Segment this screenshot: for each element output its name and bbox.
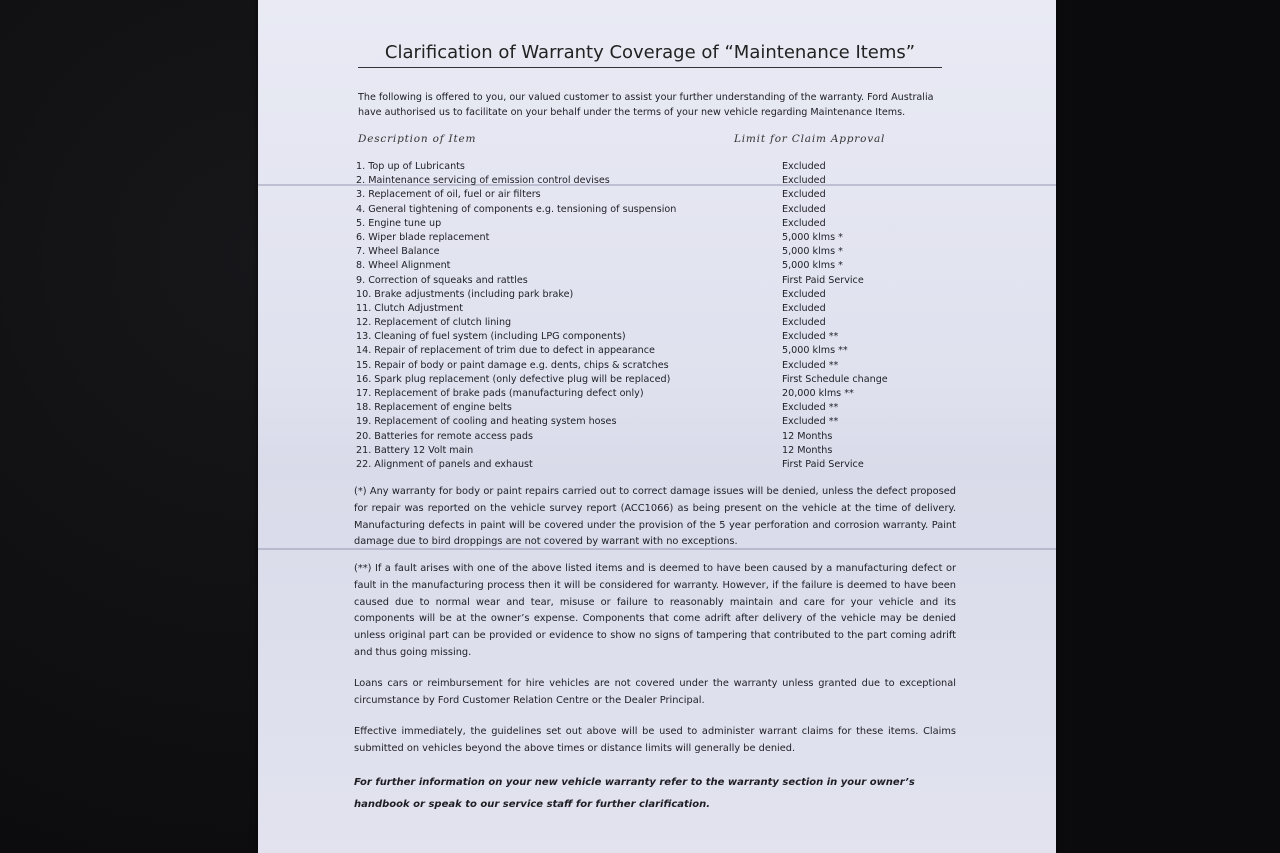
item-description: 6. Wiper blade replacement bbox=[356, 231, 490, 243]
list-item bbox=[356, 415, 976, 429]
list-item bbox=[356, 316, 976, 330]
note-single-star: (*) Any warranty for body or paint repairs carried out to correct damage issues will be denied, unless the defect proposed for repair was reported on the vehicle survey report (ACC1066) as being present on the vehicle at the time of delivery. Manufacturing defects in paint will be covered under the provision of the 5 year perforation and corrosion warranty. Paint damage due to bird droppings are not covered by warrant with no exceptions. bbox=[354, 486, 956, 548]
list-item bbox=[356, 203, 976, 217]
item-limit: Excluded bbox=[782, 317, 826, 329]
item-limit: 5,000 klms * bbox=[782, 260, 843, 272]
column-header-limit: Limit for Claim Approval bbox=[734, 133, 886, 145]
item-description: 4. General tightening of components e.g. tensioning of suspension bbox=[356, 203, 677, 215]
list-item bbox=[356, 330, 976, 344]
list-item bbox=[356, 160, 976, 174]
item-description: 11. Clutch Adjustment bbox=[356, 302, 463, 314]
list-item bbox=[356, 231, 976, 245]
list-item bbox=[356, 373, 976, 387]
item-limit: 20,000 klms ** bbox=[782, 388, 854, 399]
list-item bbox=[356, 344, 976, 358]
item-description: 18. Replacement of engine belts bbox=[356, 402, 512, 414]
item-limit: 12 Months bbox=[782, 444, 833, 456]
list-item bbox=[356, 401, 976, 415]
column-header-description: Description of Item bbox=[358, 133, 477, 145]
item-description: 8. Wheel Alignment bbox=[356, 260, 451, 272]
list-item bbox=[356, 274, 976, 288]
item-limit: Excluded bbox=[782, 189, 826, 201]
further-info-paragraph: For further information on your new vehicle warranty refer to the warranty section in your owner’s handbook or speak to our service staff for further clarification. bbox=[354, 777, 915, 810]
item-limit: 12 Months bbox=[782, 430, 833, 442]
intro-paragraph: The following is offered to you, our valued customer to assist your further understanding of the warranty. Ford Australia have authorised us to facilitate on your behalf under the terms of your new vehicle regarding Maintenance Items. bbox=[358, 92, 934, 118]
document-title: Clarification of Warranty Coverage of “Maintenance Items” bbox=[358, 42, 942, 68]
item-limit: 5,000 klms * bbox=[782, 246, 843, 258]
item-description: 10. Brake adjustments (including park brake) bbox=[356, 288, 574, 300]
list-item bbox=[356, 245, 976, 259]
item-description: 20. Batteries for remote access pads bbox=[356, 430, 533, 442]
item-description: 5. Engine tune up bbox=[356, 217, 442, 229]
list-item bbox=[356, 188, 976, 202]
item-description: 21. Battery 12 Volt main bbox=[356, 444, 474, 456]
item-limit: Excluded bbox=[782, 288, 826, 300]
list-item bbox=[356, 458, 976, 472]
item-description: 3. Replacement of oil, fuel or air filters bbox=[356, 189, 541, 201]
item-limit: 5,000 klms ** bbox=[782, 345, 848, 357]
list-item bbox=[356, 387, 976, 401]
item-description: 12. Replacement of clutch lining bbox=[356, 317, 512, 329]
list-item bbox=[356, 217, 976, 231]
effective-paragraph: Effective immediately, the guidelines set out above will be used to administer warrant claims for these items. Claims submitted on vehicles beyond the above times or distance limits will generally be denied. bbox=[354, 726, 956, 754]
maintenance-items-list bbox=[356, 160, 976, 472]
item-description: 1. Top up of Lubricants bbox=[356, 161, 465, 172]
item-description: 7. Wheel Balance bbox=[356, 246, 440, 258]
list-item bbox=[356, 302, 976, 316]
list-item bbox=[356, 174, 976, 188]
item-description: 17. Replacement of brake pads (manufacturing defect only) bbox=[356, 388, 644, 399]
item-limit: Excluded bbox=[782, 203, 826, 215]
item-limit: Excluded bbox=[782, 302, 826, 314]
list-item bbox=[356, 430, 976, 444]
list-item bbox=[356, 359, 976, 373]
item-limit: Excluded bbox=[782, 217, 826, 229]
list-item bbox=[356, 259, 976, 273]
warranty-document bbox=[258, 0, 1056, 853]
item-description: 14. Repair of replacement of trim due to defect in appearance bbox=[356, 345, 655, 357]
item-description: 19. Replacement of cooling and heating system hoses bbox=[356, 416, 617, 428]
item-description: 16. Spark plug replacement (only defective plug will be replaced) bbox=[356, 373, 671, 385]
item-limit: Excluded ** bbox=[782, 416, 839, 428]
item-limit: 5,000 klms * bbox=[782, 231, 843, 243]
item-description: 13. Cleaning of fuel system (including LPG components) bbox=[356, 331, 626, 343]
item-limit: Excluded ** bbox=[782, 402, 839, 414]
list-item bbox=[356, 444, 976, 458]
item-limit: Excluded bbox=[782, 161, 826, 172]
item-limit: First Paid Service bbox=[782, 274, 864, 286]
note-double-star: (**) If a fault arises with one of the above listed items and is deemed to have been caused by a manufacturing defect or fault in the manufacturing process then it will be considered for warranty. However, if the failure is deemed to have been caused due to normal wear and tear, misuse or failure to reasonably maintain and care for your vehicle and its components will be at the owner’s expense. Components that come adrift after delivery of the vehicle may be denied unless original part can be provided or evidence to show no signs of tampering that contributed to the part coming adrift and thus going missing. bbox=[354, 563, 956, 658]
loan-cars-paragraph: Loans cars or reimbursement for hire vehicles are not covered under the warranty unless granted due to exceptional circumstance by Ford Customer Relation Centre or the Dealer Principal. bbox=[354, 678, 956, 706]
item-description: 15. Repair of body or paint damage e.g. dents, chips & scratches bbox=[356, 359, 669, 371]
list-item bbox=[356, 288, 976, 302]
item-limit: Excluded ** bbox=[782, 359, 839, 371]
item-description: 9. Correction of squeaks and rattles bbox=[356, 274, 528, 286]
item-limit: Excluded bbox=[782, 175, 826, 187]
item-description: 2. Maintenance servicing of emission control devises bbox=[356, 175, 610, 187]
item-description: 22. Alignment of panels and exhaust bbox=[356, 458, 533, 470]
item-limit: First Schedule change bbox=[782, 373, 888, 385]
item-limit: First Paid Service bbox=[782, 458, 864, 470]
item-limit: Excluded ** bbox=[782, 331, 839, 343]
